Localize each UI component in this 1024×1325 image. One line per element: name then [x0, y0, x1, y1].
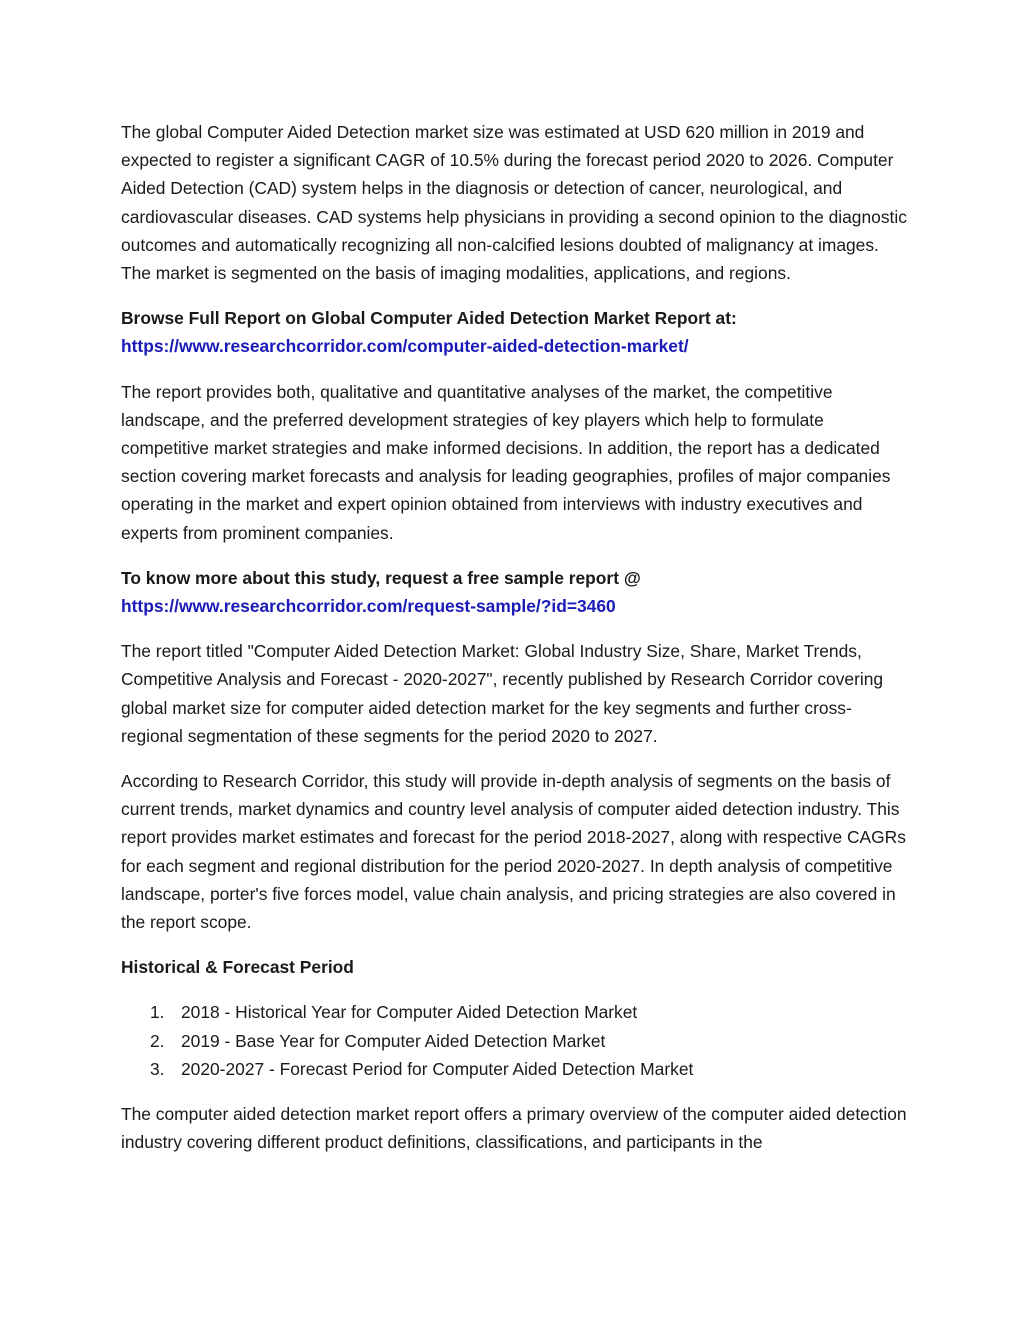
according-paragraph: According to Research Corridor, this study will provide in-depth analysis of segments on the basis of current trends, market dynamics and country level analysis of computer aided detection industry. This report provides market estimates and forecast for the period 2018-2027, along with respective CAGRs for each segment and regional distribution for the period 2020-2027. In depth analysis of competitive landscape, porter's five forces model, value chain analysis, and pricing strategies are also covered in the report scope. — [121, 771, 906, 933]
document-page — [121, 118, 911, 1174]
sample-heading: To know more about this study, request a free sample report @ — [121, 567, 641, 588]
report-titled-paragraph: The report titled "Computer Aided Detection Market: Global Industry Size, Share, Market Trends, Competitive Analysis and Forecast - 2020-2027", recently published by Research Corridor covering global market size for computer aided detection market for the key segments and further cross-regional segmentation of these segments for the period 2020 to 2027. — [121, 641, 884, 746]
list-item-text: 2019 - Base Year for Computer Aided Detection Market — [181, 1030, 606, 1051]
period-heading: Historical & Forecast Period — [121, 957, 354, 978]
report-overview-paragraph: The report provides both, qualitative and quantitative analyses of the market, the competitive landscape, and the preferred development strategies of key players which help to formulate competitive market strategies and make informed decisions. In addition, the report has a dedicated section covering market forecasts and analysis for leading geographies, profiles of major companies operating in the market and expert opinion obtained from interviews with industry executives and experts from prominent companies. — [121, 381, 891, 543]
list-item-number: 2. — [150, 1030, 165, 1051]
list-item — [121, 998, 911, 1026]
list-item-number: 3. — [150, 1058, 165, 1079]
browse-section — [121, 304, 911, 360]
closing-paragraph: The computer aided detection market report offers a primary overview of the computer aided detection industry covering different product definitions, classifications, and participants in the — [121, 1104, 907, 1153]
browse-heading: Browse Full Report on Global Computer Aided Detection Market Report at: — [121, 308, 737, 329]
list-item — [121, 1055, 911, 1083]
browse-report-link[interactable]: https://www.researchcorridor.com/computer-aided-detection-market/ — [121, 336, 689, 357]
period-list — [121, 998, 911, 1083]
sample-request-link[interactable]: https://www.researchcorridor.com/request-sample/?id=3460 — [121, 596, 616, 617]
list-item-text: 2018 - Historical Year for Computer Aided Detection Market — [181, 1002, 638, 1023]
list-item-number: 1. — [150, 1002, 165, 1023]
list-item — [121, 1027, 911, 1055]
sample-section — [121, 564, 911, 620]
list-item-text: 2020-2027 - Forecast Period for Computer Aided Detection Market — [181, 1058, 694, 1079]
intro-paragraph: The global Computer Aided Detection market size was estimated at USD 620 million in 2019 and expected to register a significant CAGR of 10.5% during the forecast period 2020 to 2026. Computer Aided Detection (CAD) system helps in the diagnosis or detection of cancer, neurological, and cardiovascular diseases. CAD systems help physicians in providing a second opinion to the diagnostic outcomes and automatically recognizing all non-calcified lesions doubted of malignancy at images. The market is segmented on the basis of imaging modalities, applications, and regions. — [121, 122, 907, 284]
